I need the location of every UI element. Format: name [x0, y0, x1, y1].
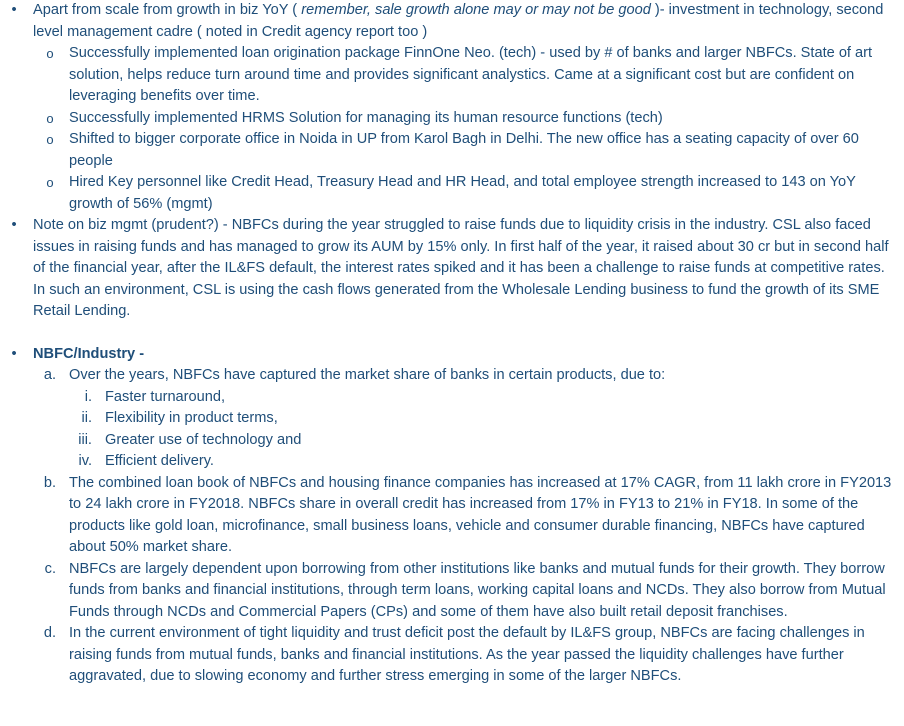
sub-bullet-marker: o	[46, 110, 54, 126]
paragraph-gap	[0, 323, 904, 344]
sub-bullet-item	[0, 108, 904, 130]
intro-text-before: Apart from scale from growth in biz YoY (	[33, 2, 302, 18]
sub-bullet-marker: o	[46, 46, 54, 61]
sub-bullet-text: Successfully implemented HRMS Solution for managing its human resource functions (tech)	[69, 109, 663, 126]
lettered-item-c	[0, 559, 904, 624]
roman-item-text: Efficient delivery.	[105, 453, 214, 469]
sub-bullet-item	[0, 172, 904, 215]
sub-bullet-item	[0, 129, 904, 172]
list-marker: iii.	[78, 431, 92, 448]
section-heading: NBFC/Industry -	[33, 345, 145, 362]
sub-bullet-text: Shifted to bigger corporate office in Noida in UP from Karol Bagh in Delhi. The new office has a seating capacity of over 60 people	[69, 131, 859, 169]
bullet-marker: •	[11, 345, 17, 362]
roman-item-text: Greater use of technology and	[105, 431, 302, 448]
list-marker: b.	[43, 474, 56, 491]
sub-bullet-text: Successfully implemented loan origination package FinnOne Neo. (tech) - used by # of banks and larger NBFCs. State of art solution, helps reduce turn around time and provides significant analystics. Came at a significant cost but are confident on leveraging benefits over time.	[69, 45, 873, 104]
bullet-marker: •	[11, 2, 17, 18]
roman-item	[0, 387, 904, 409]
intro-text-italic: remember, sale growth alone may or may not be good	[301, 2, 655, 18]
section-heading-item	[0, 344, 904, 366]
bullet-item-investment	[0, 0, 904, 43]
lettered-item-text: NBFCs are largely dependent upon borrowing from other institutions like banks and mutual funds for their growth. They borrow funds from banks and financial institutions, through term loans, working capital loans and NCDs. They also borrow from Mutual Funds through NCDs and Commercial Papers (CPs) and some of them have also built retail deposit franchises.	[69, 560, 886, 620]
bullet-item-note	[0, 215, 904, 323]
lettered-item-d	[0, 623, 904, 688]
lettered-item-text: The combined loan book of NBFCs and housing finance companies has increased at 17% CAGR, from 11 lakh crore in FY2013 to 24 lakh crore in FY2018. NBFCs share in overall credit has increased from 17% in FY13 to 21% in FY18. In some of the products like gold loan, microfinance, small business loans, vehicle and consumer durable financing, NBFCs have captured about 50% market share.	[69, 474, 892, 555]
lettered-item-a	[0, 365, 904, 387]
sub-bullet-marker: o	[46, 175, 54, 190]
bullet-text	[33, 0, 898, 43]
note-text: Note on biz mgmt (prudent?) - NBFCs during the year struggled to raise funds due to liquidity crisis in the industry. CSL also faced issues in raising funds and has managed to grow its AUM by 15% only. In first half of the year, it raised about 30 cr but in second half of the financial year, after the IL&FS default, the interest rates spiked and it has been a challenge to raise funds at competitive rates. In such an environment, CSL is using the cash flows generated from the Wholesale Lending business to fund the growth of its SME Retail Lending.	[33, 217, 889, 319]
roman-item	[0, 451, 904, 473]
lettered-item-b	[0, 473, 904, 559]
intro-text-after: )- investment in technology, second level management cadre ( noted in Credit agency report too )	[33, 2, 884, 40]
list-marker: a.	[43, 367, 56, 383]
list-marker: iv.	[78, 453, 92, 469]
roman-item-text: Flexibility in product terms,	[105, 410, 278, 426]
roman-item-text: Faster turnaround,	[105, 388, 226, 405]
lettered-item-text: Over the years, NBFCs have captured the market share of banks in certain products, due to:	[69, 367, 666, 383]
bullet-marker: •	[11, 217, 17, 233]
lettered-item-text: In the current environment of tight liquidity and trust deficit post the default by IL&FS group, NBFCs are facing challenges in raising funds from mutual funds, banks and financial institutions. As the year passed the liquidity challenges have further aggravated, due to slowing economy and further stress emerging in some of the larger NBFCs.	[69, 625, 865, 684]
sub-bullet-marker: o	[46, 132, 54, 147]
roman-item	[0, 430, 904, 452]
list-marker: d.	[43, 625, 56, 641]
sub-bullet-text: Hired Key personnel like Credit Head, Treasury Head and HR Head, and total employee strength increased to 143 on YoY growth of 56% (mgmt)	[69, 174, 856, 212]
roman-item	[0, 408, 904, 430]
list-marker: ii.	[81, 410, 92, 426]
list-marker: c.	[44, 560, 56, 577]
list-marker: i.	[84, 388, 92, 405]
sub-bullet-item	[0, 43, 904, 108]
